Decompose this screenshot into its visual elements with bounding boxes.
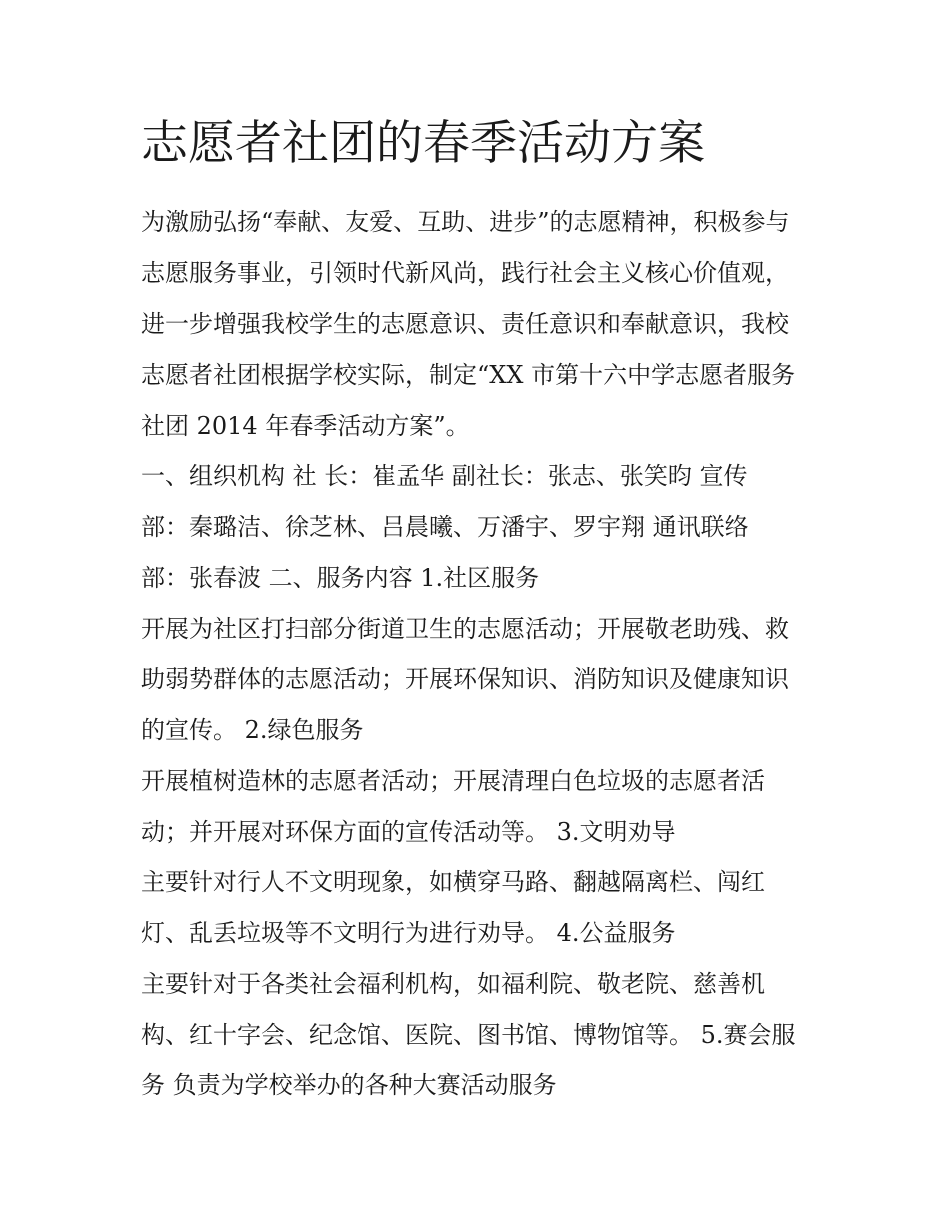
text-line: 务 负责为学校举办的各种大赛活动服务 [141, 1071, 557, 1099]
text-line: 灯、乱丢垃圾等不文明行为进行劝导。 4.公益服务 [141, 919, 676, 947]
text-line: 动；并开展对环保方面的宣传活动等。 3.文明劝导 [141, 818, 676, 846]
text-line: 志愿服务事业，引领时代新风尚，践行社会主义核心价值观， [141, 259, 789, 287]
text-line: 开展植树造林的志愿者活动；开展清理白色垃圾的志愿者活 [141, 767, 765, 795]
text-line: 主要针对行人不文明现象，如横穿马路、翻越隔离栏、闯红 [141, 868, 765, 896]
text-line: 开展为社区打扫部分街道卫生的志愿活动；开展敬老助残、救 [141, 615, 789, 643]
text-line: 志愿者社团根据学校实际，制定“XX 市第十六中学志愿者服务 [141, 361, 796, 389]
text-line: 进一步增强我校学生的志愿意识、责任意识和奉献意识，我校 [141, 310, 789, 338]
text-line: 构、红十字会、纪念馆、医院、图书馆、博物馆等。 5.赛会服 [141, 1021, 796, 1049]
text-line: 的宣传。 2.绿色服务 [141, 716, 364, 744]
text-line: 为激励弘扬“奉献、友爱、互助、进步”的志愿精神，积极参与 [141, 208, 790, 236]
text-line: 一、组织机构 社 长：崔孟华 副社长：张志、张笑昀 宣传 [141, 462, 748, 490]
text-line: 主要针对于各类社会福利机构，如福利院、敬老院、慈善机 [141, 970, 765, 998]
text-line: 社团 2014 年春季活动方案”。 [141, 412, 470, 440]
text-line: 部：张春波 二、服务内容 1.社区服务 [141, 564, 540, 592]
document-title: 志愿者社团的春季活动方案 [141, 116, 705, 171]
text-line: 助弱势群体的志愿活动；开展环保知识、消防知识及健康知识 [141, 665, 789, 693]
text-line: 部：秦璐洁、徐芝林、吕晨曦、万潘宇、罗宇翔 通讯联络 [141, 513, 749, 541]
